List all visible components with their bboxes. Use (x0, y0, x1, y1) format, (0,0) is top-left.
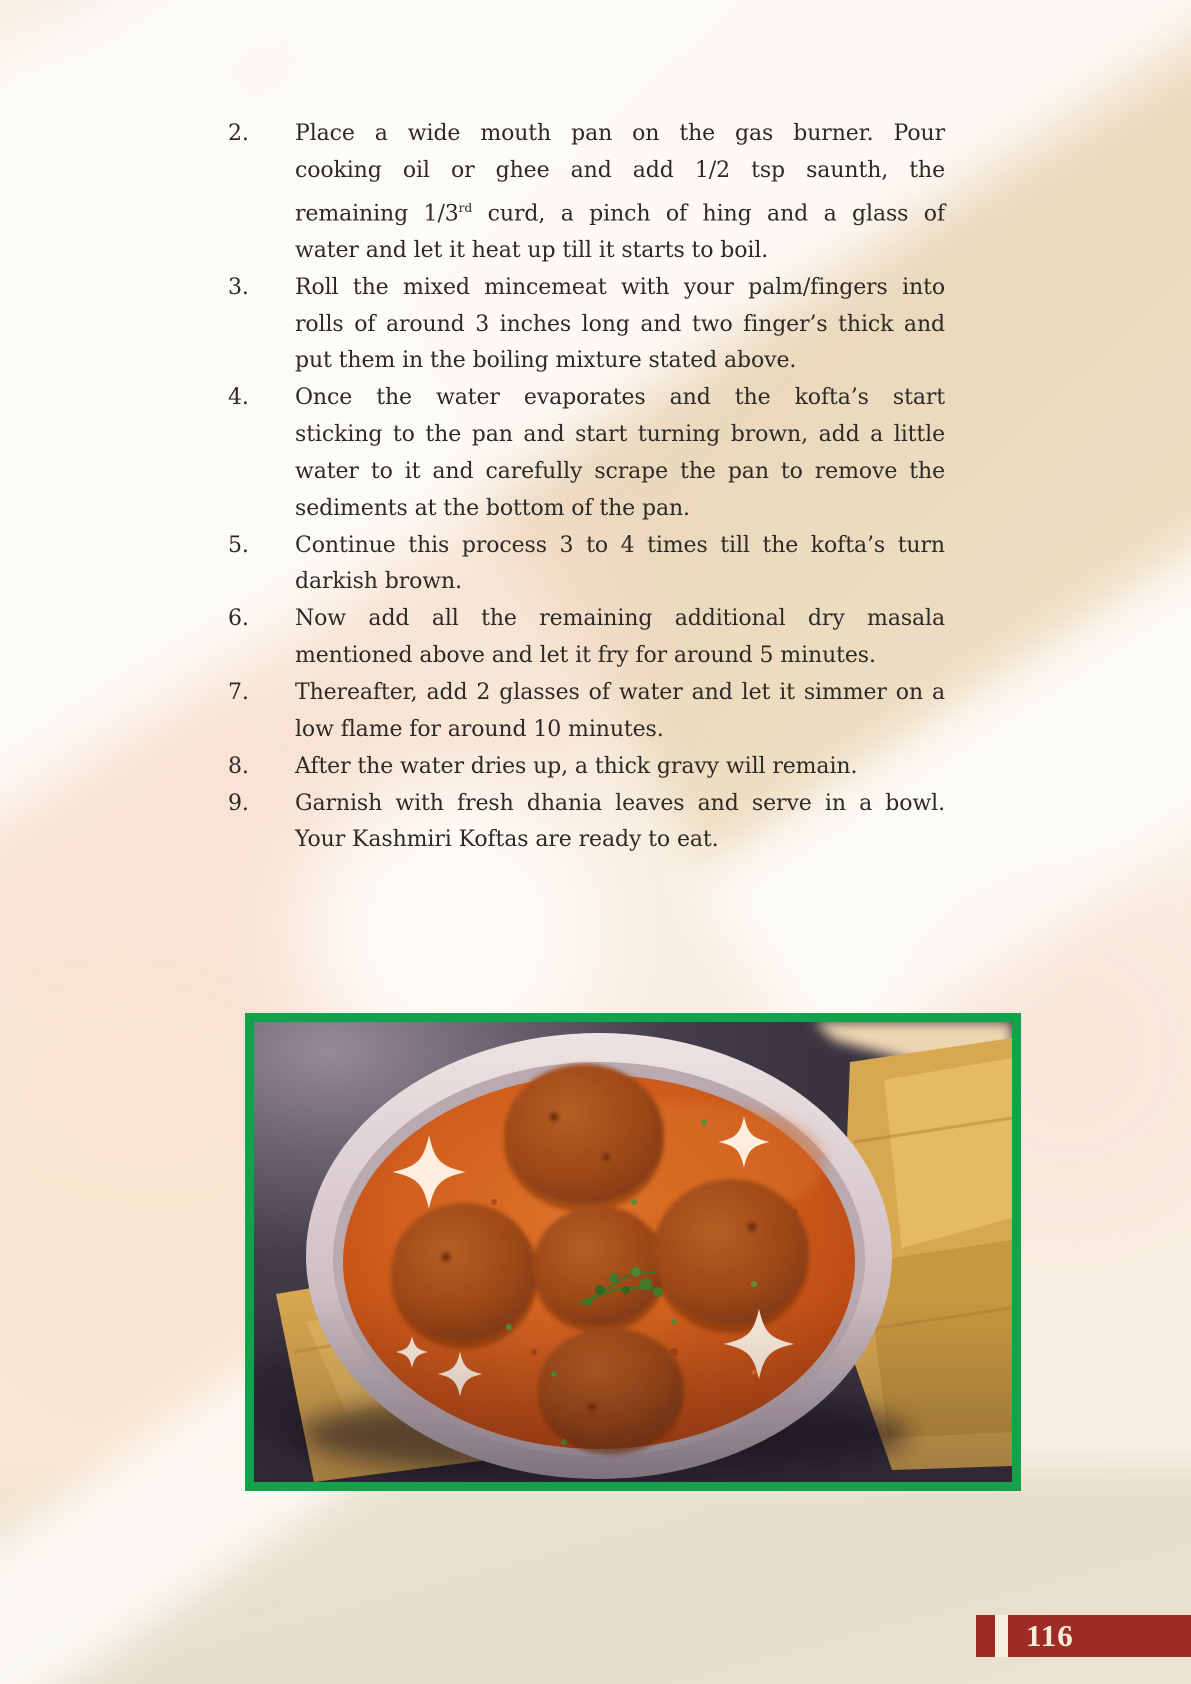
item-number: 3. (228, 274, 249, 300)
item-number: 4. (228, 385, 249, 411)
page-number-band (976, 1615, 1191, 1657)
item-text (295, 786, 945, 860)
item-number: 8. (228, 753, 249, 779)
text-line: Continue this process 3 to 4 times till the kofta’s turn (295, 532, 945, 558)
photo-vignette (254, 1022, 1012, 1482)
text-line: water to it and carefully scrape the pan to remove the (295, 458, 945, 484)
band-stripe (995, 1615, 1008, 1657)
text-line: Now add all the remaining additional dry masala (295, 606, 945, 632)
item-text (295, 675, 945, 749)
text-line: put them in the boiling mixture stated above. (295, 348, 797, 374)
item-number: 5. (228, 532, 249, 558)
item-text (295, 380, 945, 527)
kofta-dish-illustration (254, 1022, 1012, 1482)
text-line: water and let it heat up till it starts to boil. (295, 237, 769, 263)
item-number: 7. (228, 679, 249, 705)
item-text (295, 601, 945, 675)
text-line: Thereafter, add 2 glasses of water and let it simmer on a (295, 679, 945, 705)
text-line: mentioned above and let it fry for around 5 minutes. (295, 643, 876, 669)
text-line: Roll the mixed mincemeat with your palm/fingers into (295, 274, 945, 300)
list-item (228, 270, 945, 381)
instruction-list (228, 116, 945, 859)
list-item (228, 601, 945, 675)
item-number: 6. (228, 606, 249, 632)
list-item (228, 749, 945, 786)
item-text (295, 116, 945, 270)
list-item (228, 675, 945, 749)
list-item (228, 528, 945, 602)
text-line: darkish brown. (295, 569, 462, 595)
item-text (295, 270, 945, 381)
text-line: remaining 1/3rd curd, a pinch of hing and a glass of (295, 200, 946, 227)
item-text (295, 749, 945, 786)
page-number: 116 (1026, 1618, 1074, 1653)
text-line: Once the water evaporates and the kofta’s start (295, 385, 945, 411)
list-item (228, 380, 945, 527)
list-item (228, 786, 945, 860)
text-line: Place a wide mouth pan on the gas burner. Pour (295, 121, 945, 146)
item-text (295, 528, 945, 602)
kofta-dish-photo (245, 1013, 1021, 1491)
text-line: After the water dries up, a thick gravy will remain. (295, 753, 858, 779)
list-item (228, 116, 945, 270)
item-number: 2. (228, 121, 249, 146)
item-number: 9. (228, 790, 249, 816)
text-line: sediments at the bottom of the pan. (295, 495, 690, 521)
text-line: sticking to the pan and start turning brown, add a little (295, 422, 945, 448)
text-line: Your Kashmiri Koftas are ready to eat. (295, 827, 719, 853)
text-line: rolls of around 3 inches long and two finger’s thick and (295, 311, 945, 337)
text-line: low flame for around 10 minutes. (295, 716, 664, 742)
text-line: cooking oil or ghee and add 1/2 tsp saunth, the (295, 157, 945, 183)
text-line: Garnish with fresh dhania leaves and serve in a bowl. (295, 790, 945, 816)
